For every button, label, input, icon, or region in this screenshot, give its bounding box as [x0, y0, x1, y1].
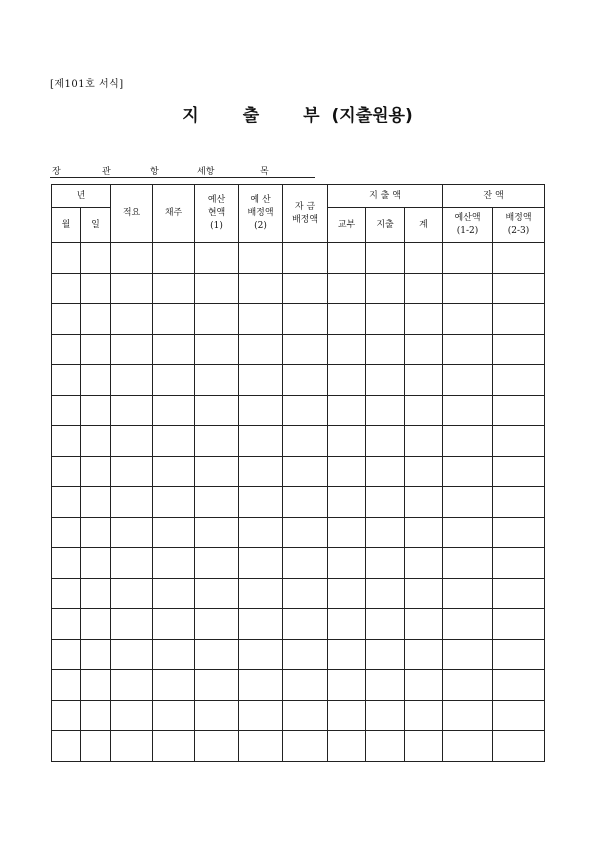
- ledger-cell[interactable]: [283, 426, 328, 457]
- ledger-cell[interactable]: [239, 609, 283, 640]
- ledger-cell[interactable]: [443, 273, 493, 304]
- ledger-cell[interactable]: [443, 304, 493, 335]
- ledger-cell[interactable]: [328, 639, 366, 670]
- ledger-cell[interactable]: [328, 456, 366, 487]
- ledger-cell[interactable]: [283, 548, 328, 579]
- ledger-cell[interactable]: [195, 517, 239, 548]
- ledger-cell[interactable]: [283, 273, 328, 304]
- ledger-cell[interactable]: [493, 487, 545, 518]
- header-payment: 지출: [366, 208, 405, 243]
- ledger-cell[interactable]: [443, 395, 493, 426]
- ledger-cell[interactable]: [52, 517, 81, 548]
- ledger-cell[interactable]: [81, 334, 111, 365]
- ledger-cell[interactable]: [111, 731, 153, 762]
- table-row: [52, 731, 545, 762]
- table-row: [52, 517, 545, 548]
- ledger-cell[interactable]: [52, 670, 81, 701]
- header-delivery: 교부: [328, 208, 366, 243]
- ledger-cell[interactable]: [328, 548, 366, 579]
- ledger-cell[interactable]: [328, 700, 366, 731]
- ledger-cell[interactable]: [52, 487, 81, 518]
- ledger-cell[interactable]: [81, 578, 111, 609]
- ledger-cell[interactable]: [328, 426, 366, 457]
- ledger-cell[interactable]: [52, 609, 81, 640]
- ledger-cell[interactable]: [493, 426, 545, 457]
- expenditure-ledger-table: [51, 184, 545, 762]
- table-row: [52, 670, 545, 701]
- ledger-cell[interactable]: [283, 609, 328, 640]
- ledger-cell[interactable]: [366, 426, 405, 457]
- ledger-cell[interactable]: [366, 731, 405, 762]
- ledger-cell[interactable]: [443, 487, 493, 518]
- ledger-cell[interactable]: [111, 334, 153, 365]
- ledger-cell[interactable]: [81, 609, 111, 640]
- ledger-cell[interactable]: [239, 395, 283, 426]
- ledger-cell[interactable]: [81, 395, 111, 426]
- ledger-cell[interactable]: [52, 273, 81, 304]
- ledger-cell[interactable]: [111, 487, 153, 518]
- ledger-cell[interactable]: [81, 304, 111, 335]
- ledger-cell[interactable]: [52, 365, 81, 396]
- header-balance-alloc-line1: 배정액: [505, 213, 532, 223]
- ledger-cell[interactable]: [239, 639, 283, 670]
- ledger-cell[interactable]: [366, 670, 405, 701]
- ledger-cell[interactable]: [153, 273, 195, 304]
- ledger-cell[interactable]: [493, 517, 545, 548]
- ledger-cell[interactable]: [195, 731, 239, 762]
- ledger-cell[interactable]: [443, 334, 493, 365]
- ledger-cell[interactable]: [81, 365, 111, 396]
- ledger-cell[interactable]: [239, 304, 283, 335]
- ledger-cell[interactable]: [239, 426, 283, 457]
- ledger-cell[interactable]: [405, 609, 443, 640]
- table-row: [52, 273, 545, 304]
- ledger-cell[interactable]: [405, 639, 443, 670]
- ledger-cell[interactable]: [153, 517, 195, 548]
- ledger-cell[interactable]: [328, 304, 366, 335]
- header-budget-current-line3: (1): [210, 221, 223, 231]
- header-fund-alloc: [283, 185, 328, 243]
- header-summary: 적요: [111, 185, 153, 243]
- ledger-cell[interactable]: [443, 670, 493, 701]
- ledger-cell[interactable]: [239, 731, 283, 762]
- ledger-cell[interactable]: [239, 670, 283, 701]
- ledger-cell[interactable]: [195, 395, 239, 426]
- header-budget-current-line1: 예산: [207, 195, 226, 205]
- ledger-cell[interactable]: [328, 670, 366, 701]
- ledger-cell[interactable]: [405, 456, 443, 487]
- title-suffix: (지출원용): [331, 106, 413, 126]
- table-row: [52, 548, 545, 579]
- ledger-cell[interactable]: [443, 578, 493, 609]
- ledger-cell[interactable]: [493, 609, 545, 640]
- ledger-cell[interactable]: [328, 609, 366, 640]
- ledger-cell[interactable]: [111, 517, 153, 548]
- ledger-cell[interactable]: [52, 334, 81, 365]
- ledger-cell[interactable]: [52, 395, 81, 426]
- ledger-cell[interactable]: [111, 273, 153, 304]
- ledger-cell[interactable]: [239, 700, 283, 731]
- ledger-cell[interactable]: [493, 243, 545, 274]
- ledger-cell[interactable]: [283, 670, 328, 701]
- table-row: [52, 243, 545, 274]
- ledger-cell[interactable]: [195, 700, 239, 731]
- ledger-cell[interactable]: [111, 670, 153, 701]
- header-balance-alloc: [493, 208, 545, 243]
- ledger-cell[interactable]: [239, 273, 283, 304]
- ledger-cell[interactable]: [153, 639, 195, 670]
- header-fund-alloc-line1: 자 금: [294, 201, 316, 212]
- table-row: [52, 487, 545, 518]
- ledger-cell[interactable]: [283, 700, 328, 731]
- ledger-cell[interactable]: [443, 517, 493, 548]
- ledger-cell[interactable]: [81, 487, 111, 518]
- ledger-cell[interactable]: [366, 609, 405, 640]
- ledger-cell[interactable]: [493, 456, 545, 487]
- label-gwan: 관: [102, 167, 111, 177]
- ledger-cell[interactable]: [493, 395, 545, 426]
- ledger-cell[interactable]: [52, 304, 81, 335]
- ledger-cell[interactable]: [111, 365, 153, 396]
- table-row: [52, 395, 545, 426]
- ledger-cell[interactable]: [52, 456, 81, 487]
- ledger-cell[interactable]: [111, 304, 153, 335]
- header-balance-budget-line1: 예산액: [454, 213, 481, 223]
- ledger-cell[interactable]: [283, 487, 328, 518]
- header-budget-alloc-line2: 배정액: [247, 208, 274, 218]
- table-row: [52, 578, 545, 609]
- ledger-cell[interactable]: [239, 578, 283, 609]
- ledger-cell[interactable]: [405, 548, 443, 579]
- ledger-cell[interactable]: [443, 639, 493, 670]
- ledger-cell[interactable]: [81, 273, 111, 304]
- ledger-cell[interactable]: [405, 700, 443, 731]
- table-row: [52, 304, 545, 335]
- ledger-cell[interactable]: [153, 395, 195, 426]
- ledger-cell[interactable]: [81, 700, 111, 731]
- ledger-cell[interactable]: [283, 334, 328, 365]
- ledger-cell[interactable]: [405, 487, 443, 518]
- ledger-cell[interactable]: [283, 517, 328, 548]
- header-balance-budget: [443, 208, 493, 243]
- ledger-cell[interactable]: [111, 700, 153, 731]
- header-budget-alloc: [239, 185, 283, 243]
- ledger-cell[interactable]: [405, 426, 443, 457]
- ledger-cell[interactable]: [283, 456, 328, 487]
- ledger-cell[interactable]: [405, 395, 443, 426]
- label-sehang: 세항: [197, 167, 215, 177]
- table-row: [52, 334, 545, 365]
- ledger-cell[interactable]: [81, 517, 111, 548]
- ledger-cell[interactable]: [195, 548, 239, 579]
- account-classification-line: [50, 164, 315, 178]
- header-balance-budget-line2: (1-2): [456, 226, 479, 236]
- ledger-cell[interactable]: [366, 243, 405, 274]
- ledger-cell[interactable]: [195, 639, 239, 670]
- ledger-cell[interactable]: [153, 334, 195, 365]
- ledger-cell[interactable]: [405, 273, 443, 304]
- header-creditor: 채주: [153, 185, 195, 243]
- table-row: [52, 365, 545, 396]
- ledger-cell[interactable]: [81, 731, 111, 762]
- ledger-cell[interactable]: [153, 609, 195, 640]
- ledger-cell[interactable]: [111, 456, 153, 487]
- ledger-cell[interactable]: [366, 395, 405, 426]
- table-row: [52, 700, 545, 731]
- header-day: 일: [81, 208, 111, 243]
- ledger-cell[interactable]: [239, 243, 283, 274]
- ledger-cell[interactable]: [328, 395, 366, 426]
- ledger-cell[interactable]: [366, 548, 405, 579]
- table-row: [52, 426, 545, 457]
- ledger-cell[interactable]: [111, 578, 153, 609]
- ledger-cell[interactable]: [366, 700, 405, 731]
- ledger-cell[interactable]: [366, 365, 405, 396]
- ledger-cell[interactable]: [153, 304, 195, 335]
- ledger-cell[interactable]: [111, 609, 153, 640]
- ledger-cell[interactable]: [153, 487, 195, 518]
- ledger-cell[interactable]: [111, 548, 153, 579]
- ledger-cell[interactable]: [443, 609, 493, 640]
- ledger-cell[interactable]: [195, 304, 239, 335]
- ledger-cell[interactable]: [153, 365, 195, 396]
- ledger-cell[interactable]: [328, 243, 366, 274]
- ledger-cell[interactable]: [405, 304, 443, 335]
- ledger-cell[interactable]: [366, 517, 405, 548]
- ledger-cell[interactable]: [283, 365, 328, 396]
- ledger-cell[interactable]: [328, 731, 366, 762]
- label-mok: 목: [260, 167, 269, 177]
- title-char-3: 부: [303, 106, 320, 126]
- ledger-cell[interactable]: [405, 578, 443, 609]
- ledger-cell[interactable]: [153, 578, 195, 609]
- ledger-cell[interactable]: [493, 365, 545, 396]
- ledger-cell[interactable]: [405, 670, 443, 701]
- label-hang: 항: [150, 167, 159, 177]
- ledger-cell[interactable]: [111, 395, 153, 426]
- ledger-cell[interactable]: [283, 731, 328, 762]
- label-jang: 장: [52, 167, 61, 177]
- ledger-cell[interactable]: [195, 243, 239, 274]
- ledger-cell[interactable]: [405, 365, 443, 396]
- ledger-cell[interactable]: [153, 243, 195, 274]
- ledger-cell[interactable]: [81, 456, 111, 487]
- ledger-cell[interactable]: [283, 243, 328, 274]
- ledger-cell[interactable]: [52, 243, 81, 274]
- ledger-cell[interactable]: [153, 426, 195, 457]
- ledger-cell[interactable]: [52, 426, 81, 457]
- header-month: 월: [52, 208, 81, 243]
- ledger-cell[interactable]: [328, 517, 366, 548]
- ledger-cell[interactable]: [443, 365, 493, 396]
- ledger-cell[interactable]: [111, 639, 153, 670]
- ledger-cell[interactable]: [239, 548, 283, 579]
- table-row: [52, 609, 545, 640]
- ledger-cell[interactable]: [195, 670, 239, 701]
- title-char-1: 지: [182, 106, 199, 126]
- ledger-cell[interactable]: [328, 273, 366, 304]
- ledger-cell[interactable]: [283, 395, 328, 426]
- ledger-cell[interactable]: [111, 426, 153, 457]
- ledger-cell[interactable]: [366, 487, 405, 518]
- ledger-cell[interactable]: [153, 731, 195, 762]
- ledger-cell[interactable]: [443, 243, 493, 274]
- ledger-cell[interactable]: [195, 334, 239, 365]
- ledger-cell[interactable]: [328, 365, 366, 396]
- ledger-cell[interactable]: [405, 517, 443, 548]
- form-number: [제101호 서식]: [50, 79, 124, 90]
- ledger-cell[interactable]: [493, 273, 545, 304]
- ledger-cell[interactable]: [328, 334, 366, 365]
- ledger-cell[interactable]: [366, 578, 405, 609]
- ledger-cell[interactable]: [239, 334, 283, 365]
- header-budget-alloc-line1: 예 산: [250, 195, 271, 205]
- header-row-1: [52, 185, 545, 208]
- header-budget-alloc-line3: (2): [254, 221, 267, 231]
- ledger-cell[interactable]: [195, 273, 239, 304]
- ledger-cell[interactable]: [405, 243, 443, 274]
- header-total: 계: [405, 208, 443, 243]
- ledger-cell[interactable]: [443, 426, 493, 457]
- ledger-cell[interactable]: [153, 700, 195, 731]
- title-char-2: 출: [242, 106, 260, 126]
- ledger-cell[interactable]: [81, 243, 111, 274]
- ledger-cell[interactable]: [239, 365, 283, 396]
- ledger-cell[interactable]: [195, 426, 239, 457]
- ledger-cell[interactable]: [493, 731, 545, 762]
- table-row: [52, 456, 545, 487]
- ledger-cell[interactable]: [195, 456, 239, 487]
- ledger-cell[interactable]: [405, 334, 443, 365]
- ledger-cell[interactable]: [443, 456, 493, 487]
- ledger-cell[interactable]: [81, 670, 111, 701]
- ledger-cell[interactable]: [52, 700, 81, 731]
- ledger-cell[interactable]: [195, 365, 239, 396]
- header-budget-current: [195, 185, 239, 243]
- ledger-cell[interactable]: [328, 487, 366, 518]
- page-title: [0, 101, 595, 126]
- ledger-cell[interactable]: [52, 639, 81, 670]
- ledger-cell[interactable]: [283, 639, 328, 670]
- ledger-cell[interactable]: [52, 731, 81, 762]
- ledger-cell[interactable]: [195, 609, 239, 640]
- ledger-cell[interactable]: [81, 639, 111, 670]
- header-budget-current-line2: 현액: [207, 208, 226, 218]
- ledger-cell[interactable]: [366, 334, 405, 365]
- header-year: 년: [52, 185, 111, 208]
- ledger-cell[interactable]: [81, 548, 111, 579]
- ledger-cell[interactable]: [405, 731, 443, 762]
- ledger-cell[interactable]: [493, 334, 545, 365]
- ledger-cell[interactable]: [493, 578, 545, 609]
- ledger-cell[interactable]: [239, 456, 283, 487]
- ledger-cell[interactable]: [493, 670, 545, 701]
- header-expenditure: 지 출 액: [328, 185, 443, 208]
- ledger-cell[interactable]: [443, 731, 493, 762]
- ledger-cell[interactable]: [366, 273, 405, 304]
- ledger-cell[interactable]: [195, 578, 239, 609]
- ledger-cell[interactable]: [81, 426, 111, 457]
- table-row: [52, 639, 545, 670]
- ledger-cell[interactable]: [52, 578, 81, 609]
- ledger-cell[interactable]: [52, 548, 81, 579]
- ledger-cell[interactable]: [239, 517, 283, 548]
- ledger-cell[interactable]: [493, 548, 545, 579]
- ledger-cell[interactable]: [493, 304, 545, 335]
- ledger-cell[interactable]: [443, 700, 493, 731]
- header-balance-alloc-line2: (2-3): [507, 226, 530, 236]
- ledger-cell[interactable]: [366, 456, 405, 487]
- ledger-cell[interactable]: [239, 487, 283, 518]
- ledger-cell[interactable]: [443, 548, 493, 579]
- ledger-cell[interactable]: [366, 304, 405, 335]
- ledger-cell[interactable]: [493, 700, 545, 731]
- ledger-cell[interactable]: [493, 639, 545, 670]
- ledger-cell[interactable]: [195, 487, 239, 518]
- ledger-cell[interactable]: [366, 639, 405, 670]
- ledger-cell[interactable]: [153, 456, 195, 487]
- ledger-cell[interactable]: [328, 578, 366, 609]
- header-fund-alloc-line2: 배정액: [291, 214, 319, 225]
- ledger-cell[interactable]: [153, 670, 195, 701]
- header-balance: 잔 액: [443, 185, 545, 208]
- ledger-cell[interactable]: [153, 548, 195, 579]
- ledger-cell[interactable]: [111, 243, 153, 274]
- ledger-cell[interactable]: [283, 304, 328, 335]
- ledger-cell[interactable]: [283, 578, 328, 609]
